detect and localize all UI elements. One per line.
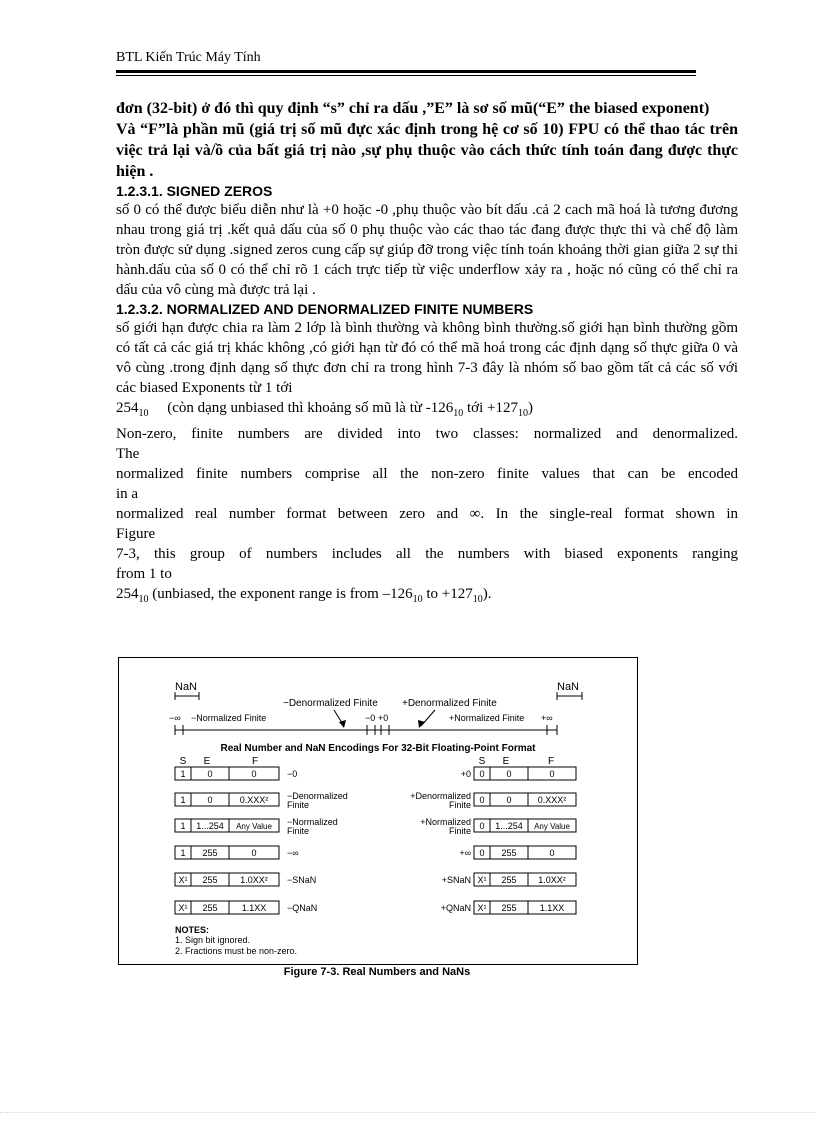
notes-title: NOTES: bbox=[175, 925, 210, 935]
enc-right-label: +SNaN bbox=[441, 875, 471, 885]
english-line-4: in a bbox=[116, 486, 139, 502]
page-header-title: BTL Kiến Trúc Máy Tính bbox=[116, 50, 261, 65]
enc-right-s-cell: 0 bbox=[479, 795, 485, 805]
english-line-6: Figure bbox=[116, 526, 156, 542]
enc-right-label: +Denormalized bbox=[410, 791, 471, 801]
enc-left-f-cell: 1.1XX bbox=[241, 903, 267, 913]
encoding-table-title: Real Number and NaN Encodings For 32-Bit Floating-Point Format bbox=[220, 743, 536, 754]
enc-left-e-cell: 255 bbox=[202, 903, 218, 913]
signed-zeros-paragraph: số 0 có thể được biểu diễn như là +0 hoặc -0 ,phụ thuộc vào bít dấu .cả 2 cach mã hoá là tương đương nhau trong giá trị .kết quả dấu của số 0 phụ thuộc vào các thao tác đang được thực thi và chế độ làm tròn được sử dụng .signed zeros cung cấp sự giúp đỡ trong việc tính toán khoảng thời gian giữa 2 sự thi hành.dấu của số 0 có thể chỉ rõ 1 cách trực tiếp từ việc underflow xảy ra , hoặc nó cũng có thể chỉ ra dấu của vô cùng mà được trả lại . bbox=[116, 202, 738, 298]
right-col-e: E bbox=[502, 756, 510, 767]
header-rule-thin bbox=[116, 75, 696, 76]
eng-sub-c: 10 bbox=[472, 594, 483, 605]
enc-right-label-line2: Finite bbox=[448, 800, 471, 810]
note-2: 2. Fractions must be non-zero. bbox=[175, 946, 298, 956]
enc-right-e-cell: 0 bbox=[506, 795, 512, 805]
enc-left-label-line2: Finite bbox=[287, 826, 310, 836]
enc-left-f-cell: 0 bbox=[251, 848, 257, 858]
enc-right-s-cell: X¹ bbox=[477, 875, 487, 885]
enc-right-s-cell: 0 bbox=[479, 769, 485, 779]
norm-pos-label: +Normalized Finite bbox=[449, 713, 525, 723]
intro-paragraph-1: đơn (32-bit) ở đó thì quy định “s” chỉ ra dấu ,”E” là sơ số mũ(“E” the biased exponent) bbox=[116, 100, 710, 117]
pos-zero-label: +0 bbox=[378, 713, 389, 723]
eng-sub-a: 10 bbox=[138, 594, 149, 605]
enc-left-s-cell: 1 bbox=[180, 795, 186, 805]
viet-close: ) bbox=[527, 400, 533, 416]
normalized-viet-body: số giới hạn được chia ra làm 2 lớp là bình thường và không bình thường.số giới hạn bình thường gồm có tất cả các giá trị khác không ,có giới hạn từ đó có thể mã hoá trong các định dạng số thực giữa 0 và vô cùng .trong định dạng số thực đơn chỉ ra trong hình 7-3 đây là nhóm số bao gồm tất cả các số với các biased Exponents từ 1 tới bbox=[116, 320, 738, 396]
enc-right-f-cell: 1.0XX² bbox=[538, 875, 566, 885]
enc-right-s-cell: 0 bbox=[479, 821, 485, 831]
enc-right-f-cell: 0 bbox=[549, 769, 555, 779]
left-col-f: F bbox=[251, 756, 259, 767]
eng-sub-b: 10 bbox=[412, 594, 423, 605]
enc-left-label: −Normalized bbox=[287, 817, 338, 827]
english-line-9 bbox=[116, 584, 738, 610]
english-line-2: The bbox=[116, 446, 140, 462]
enc-left-e-cell: 0 bbox=[207, 795, 213, 805]
enc-right-f-cell: 1.1XX bbox=[539, 903, 565, 913]
enc-right-label-line2: Finite bbox=[448, 826, 471, 836]
pos-inf-label: +∞ bbox=[541, 713, 553, 723]
enc-left-f-cell: Any Value bbox=[236, 822, 272, 831]
nan-left-label: NaN bbox=[175, 681, 198, 693]
figure-caption: Figure 7-3. Real Numbers and NaNs bbox=[283, 966, 471, 978]
viet-range-text: (còn dạng unbiased thì khoảng số mũ là từ -126 bbox=[167, 400, 454, 416]
eng-range-text2: to +127 bbox=[422, 586, 473, 602]
note-1: 1. Sign bit ignored. bbox=[175, 935, 251, 945]
figure-7-3 bbox=[118, 657, 638, 965]
left-col-e: E bbox=[203, 756, 211, 767]
english-line-5: normalized real number format between zero and ∞. In the single-real format shown in bbox=[116, 506, 738, 522]
enc-right-f-cell: 0 bbox=[549, 848, 555, 858]
enc-left-label: −QNaN bbox=[287, 903, 318, 913]
section-heading-normalized: 1.2.3.2. NORMALIZED AND DENORMALIZED FINITE NUMBERS bbox=[116, 301, 534, 317]
enc-right-e-cell: 255 bbox=[501, 903, 517, 913]
denorm-pos-label: +Denormalized Finite bbox=[402, 698, 497, 709]
norm-neg-label: −Normalized Finite bbox=[191, 713, 267, 723]
enc-left-label: −∞ bbox=[287, 848, 299, 858]
enc-left-s-cell: X¹ bbox=[178, 875, 188, 885]
enc-left-label-line2: Finite bbox=[287, 800, 310, 810]
enc-left-e-cell: 1...254 bbox=[196, 821, 224, 831]
enc-left-label: −0 bbox=[287, 769, 298, 779]
normalized-vietnamese-paragraph bbox=[116, 318, 738, 424]
enc-right-e-cell: 0 bbox=[506, 769, 512, 779]
enc-right-f-cell: Any Value bbox=[534, 822, 570, 831]
eng-254: 254 bbox=[116, 586, 139, 602]
enc-left-f-cell: 0.XXX² bbox=[239, 795, 269, 805]
enc-left-s-cell: 1 bbox=[180, 848, 186, 858]
enc-left-label: −Denormalized bbox=[287, 791, 348, 801]
enc-right-label: +QNaN bbox=[440, 903, 471, 913]
header-rule-thick bbox=[116, 70, 696, 73]
footer-dotted-line bbox=[0, 1112, 816, 1114]
enc-right-s-cell: 0 bbox=[479, 848, 485, 858]
enc-left-s-cell: X¹ bbox=[178, 903, 188, 913]
english-line-3: normalized finite numbers comprise all the non-zero finite values that can be encoded bbox=[116, 466, 738, 482]
enc-left-e-cell: 0 bbox=[207, 769, 213, 779]
enc-left-s-cell: 1 bbox=[180, 769, 186, 779]
enc-right-e-cell: 255 bbox=[501, 875, 517, 885]
figure-diagram bbox=[119, 658, 637, 964]
intro-paragraph-2: Và “F”là phần mũ (giá trị số mũ đực xác định trong hệ cơ số 10) FPU có thể thao tác trên việc trả lại và/ồ của bất giá trị nào ,sự phụ thuộc vào cách thức tính toán đang được thực hiện . bbox=[116, 121, 738, 180]
nan-right-label: NaN bbox=[557, 681, 580, 693]
english-line-1: Non-zero, finite numbers are divided into two classes: normalized and denormalized. bbox=[116, 426, 738, 442]
enc-right-e-cell: 255 bbox=[501, 848, 517, 858]
section-heading-signed-zeros: 1.2.3.1. SIGNED ZEROS bbox=[116, 183, 273, 199]
neg-zero-label: −0 bbox=[365, 713, 376, 723]
viet-sub-10c: 10 bbox=[517, 408, 528, 419]
right-col-s: S bbox=[478, 756, 486, 767]
eng-close: ). bbox=[482, 586, 492, 602]
enc-left-f-cell: 0 bbox=[251, 769, 257, 779]
document-body bbox=[116, 98, 738, 610]
enc-left-f-cell: 1.0XX² bbox=[240, 875, 268, 885]
enc-left-s-cell: 1 bbox=[180, 821, 186, 831]
viet-sub-10b: 10 bbox=[453, 408, 464, 419]
enc-right-f-cell: 0.XXX² bbox=[537, 795, 567, 805]
english-line-8: from 1 to bbox=[116, 566, 172, 582]
viet-254: 254 bbox=[116, 400, 139, 416]
english-line-7: 7-3, this group of numbers includes all the numbers with biased exponents ranging bbox=[116, 546, 738, 562]
enc-left-label: −SNaN bbox=[287, 875, 317, 885]
enc-right-s-cell: X¹ bbox=[477, 903, 487, 913]
enc-right-e-cell: 1...254 bbox=[495, 821, 523, 831]
viet-sub-10: 10 bbox=[138, 408, 149, 419]
right-col-f: F bbox=[547, 756, 555, 767]
viet-range-text2: tới +127 bbox=[463, 400, 518, 416]
enc-left-e-cell: 255 bbox=[202, 848, 218, 858]
eng-range-text: (unbiased, the exponent range is from –126 bbox=[148, 586, 413, 602]
enc-right-label: +∞ bbox=[459, 848, 471, 858]
left-col-s: S bbox=[179, 756, 187, 767]
neg-inf-label: −∞ bbox=[169, 713, 181, 723]
enc-right-label: +0 bbox=[460, 769, 471, 779]
denorm-neg-label: −Denormalized Finite bbox=[283, 698, 378, 709]
enc-left-e-cell: 255 bbox=[202, 875, 218, 885]
enc-right-label: +Normalized bbox=[420, 817, 471, 827]
